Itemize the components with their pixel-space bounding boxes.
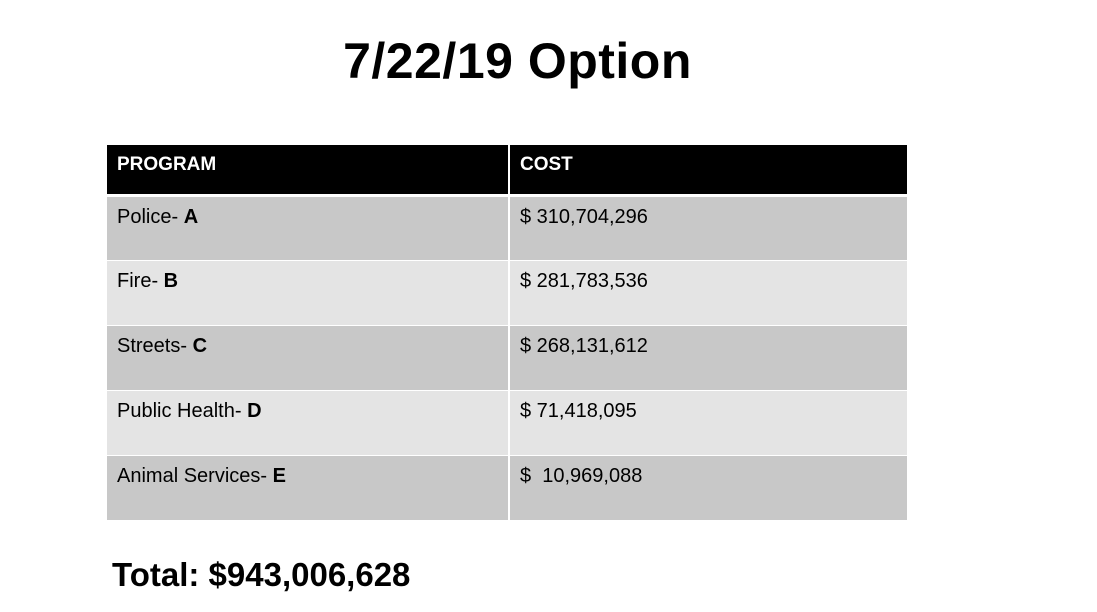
program-cell xyxy=(107,391,509,456)
cost-cell xyxy=(509,391,907,456)
cost-cell xyxy=(509,261,907,326)
program-cell xyxy=(107,196,509,261)
program-name: Fire- xyxy=(117,270,164,292)
total-amount: Total: $943,006,628 xyxy=(112,556,411,593)
program-cell xyxy=(107,261,509,326)
program-name: Public Health- xyxy=(117,400,248,422)
program-cell xyxy=(107,456,509,521)
program-code: B xyxy=(163,270,179,292)
header-program: PROGRAM xyxy=(107,145,509,196)
table-header-row xyxy=(107,145,907,196)
program-cell xyxy=(107,326,509,391)
cost-value: $ 10,969,088 xyxy=(520,465,643,487)
program-code: E xyxy=(272,465,286,487)
program-code: C xyxy=(192,335,208,357)
cost-cell xyxy=(509,326,907,391)
program-name: Streets- xyxy=(117,335,193,357)
cost-cell xyxy=(509,456,907,521)
table-row xyxy=(107,391,907,456)
program-code: A xyxy=(183,206,199,228)
cost-cell xyxy=(509,196,907,261)
program-name: Police- xyxy=(117,206,184,228)
program-name: Animal Services- xyxy=(117,465,273,487)
cost-value: $ 310,704,296 xyxy=(520,206,648,228)
table-row xyxy=(107,326,907,391)
program-code: D xyxy=(247,400,262,422)
table-row xyxy=(107,196,907,261)
budget-table xyxy=(107,145,907,521)
table-row xyxy=(107,456,907,521)
header-cost: COST xyxy=(509,145,907,196)
table-row xyxy=(107,261,907,326)
cost-value: $ 71,418,095 xyxy=(520,400,637,422)
slide-title: 7/22/19 Option xyxy=(343,33,692,89)
cost-value: $ 268,131,612 xyxy=(520,335,648,357)
cost-value: $ 281,783,536 xyxy=(520,270,648,292)
